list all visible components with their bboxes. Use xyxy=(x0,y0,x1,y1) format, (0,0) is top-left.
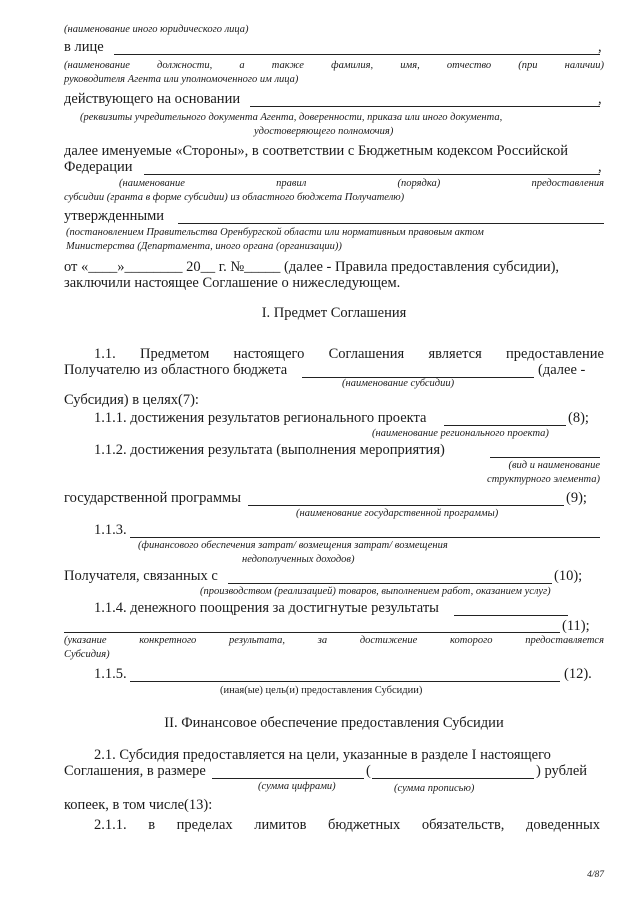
text-1-1-1: 1.1.1. достижения результатов регионального проекта xyxy=(94,410,427,426)
caption-other-legal-entity: (наименование иного юридического лица) xyxy=(64,24,249,35)
word: имя, xyxy=(400,60,420,71)
word: за xyxy=(317,635,328,646)
document-page xyxy=(64,18,604,898)
word: (при xyxy=(518,60,538,71)
word: настоящего xyxy=(233,346,305,362)
caption-rules-name-row xyxy=(119,178,604,190)
word: которого xyxy=(450,635,493,646)
word: является xyxy=(428,346,482,362)
text-approved: утвержденными xyxy=(64,208,165,224)
word: 1.1. xyxy=(94,346,116,362)
word: (наименование xyxy=(64,60,130,71)
text-recipient-related: Получателя, связанных с xyxy=(64,568,218,584)
caption-element-type: (вид и наименование xyxy=(508,460,600,471)
word: Соглашения xyxy=(328,346,405,362)
blank-line xyxy=(144,174,600,175)
text-note-8: (8); xyxy=(568,410,589,426)
caption-subsidy: Субсидия) xyxy=(64,649,110,660)
blank-line xyxy=(454,615,568,616)
text-federation: Федерации xyxy=(64,159,133,175)
caption-agent-head: руководителя Агента или уполномоченного им лица) xyxy=(64,74,299,85)
word: фамилия, xyxy=(331,60,374,71)
text-open-paren: ( xyxy=(366,763,371,779)
text-agreement-amount: Соглашения, в размере xyxy=(64,763,206,779)
word: правил xyxy=(276,178,307,189)
caption-other-goals: (иная(ые) цель(и) предоставления Субсидии) xyxy=(220,685,423,696)
caption-financial-support: (финансового обеспечения затрат/ возмещения затрат/ возмещения xyxy=(138,540,448,551)
caption-production: (производством (реализацией) товаров, выполнением работ, оказанием услуг) xyxy=(200,586,551,597)
text-state-program: государственной программы xyxy=(64,490,241,506)
caption-state-program: (наименование государственной программы) xyxy=(296,508,499,519)
text-rubles: ) рублей xyxy=(536,763,588,779)
caption-agent-documents: (реквизиты учредительного документа Агента, доверенности, приказа или иного документа, xyxy=(80,112,503,123)
amount-words-line xyxy=(372,778,534,779)
text-comma: , xyxy=(598,39,602,55)
text-1-1-4: 1.1.4. денежного поощрения за достигнутые результаты xyxy=(94,600,439,616)
word: в xyxy=(148,817,156,833)
text-recipient-from-budget: Получателю из областного бюджета xyxy=(64,362,288,378)
word: предоставление xyxy=(506,346,604,362)
text-date-number: от «____»________ 20__ г. №_____ (далее - Правила предоставления субсидии), xyxy=(64,259,560,275)
amount-digits-line xyxy=(212,778,364,779)
text-comma: , xyxy=(598,159,602,175)
text-comma: , xyxy=(598,91,602,107)
caption-authority-document: удостоверяющего полномочия) xyxy=(254,126,394,137)
word: бюджетных xyxy=(328,817,401,833)
caption-amount-words: (сумма прописью) xyxy=(394,783,475,794)
word: обязательств, xyxy=(421,817,505,833)
text-kopecks: копеек, в том числе(13): xyxy=(64,797,213,813)
caption-lost-income: недополученных доходов) xyxy=(242,554,355,565)
caption-ministry: Министерства (Департамента, иного органа (организации)) xyxy=(66,241,342,252)
section-heading-1: I. Предмет Соглашения xyxy=(261,305,407,321)
caption-government-decree: (постановлением Правительства Оренбургской области или нормативным правовым актом xyxy=(66,227,484,238)
text-subsidy-goals: Субсидия) в целях(7): xyxy=(64,392,199,408)
section-heading-2: II. Финансовое обеспечение предоставления Субсидии xyxy=(164,715,504,731)
text-hereinafter: (далее - xyxy=(538,362,586,378)
word: отчество xyxy=(446,60,492,71)
text-parties-declaration: далее именуемые «Стороны», в соответствии с Бюджетным кодексом Российской xyxy=(64,143,569,159)
text-note-10: (10); xyxy=(554,568,583,584)
word: (наименование xyxy=(119,178,185,189)
text-note-12: (12). xyxy=(564,666,592,682)
text-acting-on-basis: действующего на основании xyxy=(64,91,241,107)
word: наличии) xyxy=(564,60,604,71)
word: 2.1.1. xyxy=(94,817,127,833)
blank-line xyxy=(228,583,552,584)
word: а xyxy=(239,60,245,71)
caption-subsidy-name: (наименование субсидии) xyxy=(342,378,455,389)
blank-line xyxy=(178,223,604,224)
word: (порядка) xyxy=(397,178,441,189)
word: пределах xyxy=(176,817,233,833)
word: лимитов xyxy=(254,817,307,833)
blank-line xyxy=(130,681,560,682)
text-note-11: (11); xyxy=(562,618,590,634)
blank-line xyxy=(248,505,564,506)
blank-line xyxy=(250,106,600,107)
caption-specific-result-row xyxy=(64,635,604,647)
word: Предметом xyxy=(140,346,210,362)
caption-position-name-row xyxy=(64,60,604,72)
blank-line xyxy=(490,457,600,458)
text-2-1: 2.1. Субсидия предоставляется на цели, указанные в разделе I настоящего xyxy=(94,747,551,763)
paragraph-2-1-1-row xyxy=(94,817,600,833)
blank-line xyxy=(130,537,600,538)
caption-amount-digits: (сумма цифрами) xyxy=(258,781,336,792)
word: предоставляется xyxy=(525,635,604,646)
word: результата, xyxy=(229,635,285,646)
text-1-1-5: 1.1.5. xyxy=(94,666,127,682)
blank-line xyxy=(114,54,600,55)
text-1-1-3: 1.1.3. xyxy=(94,522,127,538)
word: достижение xyxy=(359,635,418,646)
text-note-9: (9); xyxy=(566,490,587,506)
text-v-litse: в лице xyxy=(64,39,104,55)
word: также xyxy=(271,60,304,71)
blank-line xyxy=(64,632,560,633)
word: (указание xyxy=(64,635,107,646)
word: конкретного xyxy=(139,635,197,646)
text-concluded: заключили настоящее Соглашение о нижеследующем. xyxy=(64,275,401,291)
page-number: 4/87 xyxy=(587,870,604,880)
text-1-1-2: 1.1.2. достижения результата (выполнения мероприятия) xyxy=(94,442,445,458)
caption-structural-element: структурного элемента) xyxy=(487,474,600,485)
word: доведенных xyxy=(526,817,600,833)
blank-line xyxy=(444,425,566,426)
caption-subsidy-grant: субсидии (гранта в форме субсидии) из областного бюджета Получателю) xyxy=(64,192,405,203)
word: предоставления xyxy=(531,178,604,189)
word: должности, xyxy=(157,60,213,71)
paragraph-1-1-row xyxy=(94,346,604,362)
caption-regional-project: (наименование регионального проекта) xyxy=(372,428,549,439)
